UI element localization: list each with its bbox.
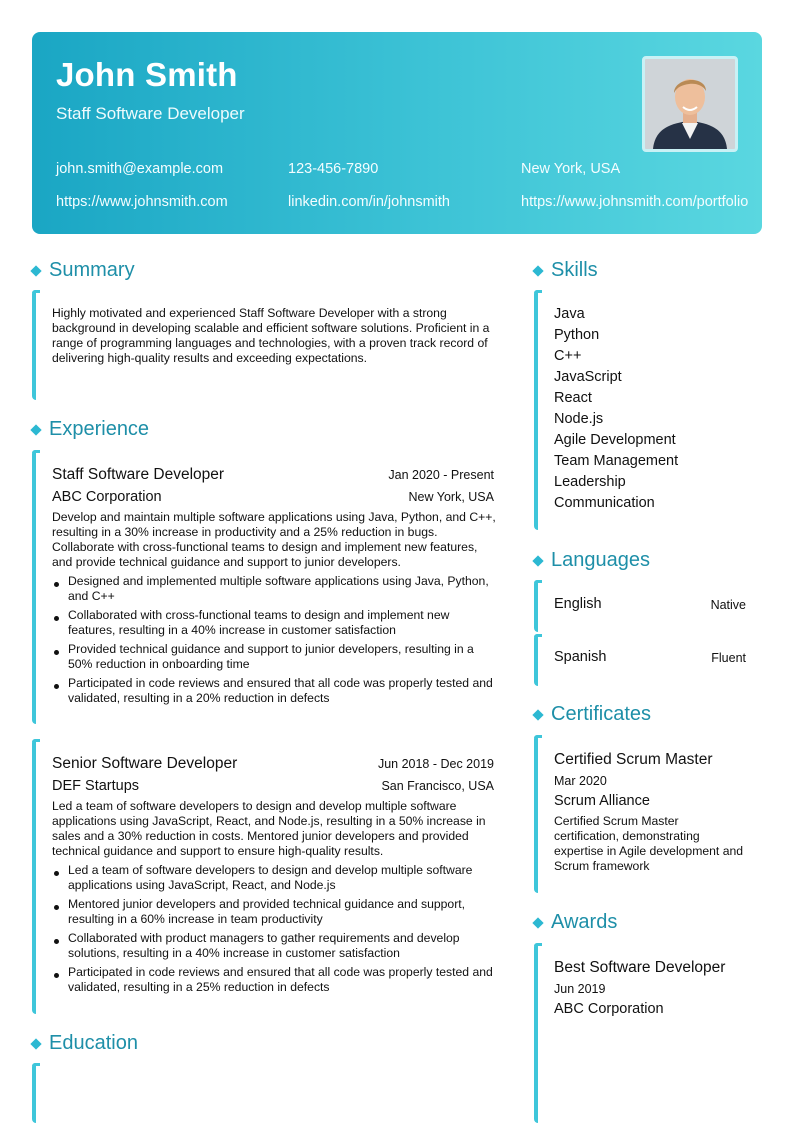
education-accent-bar	[32, 1063, 36, 1123]
experience-heading	[30, 418, 149, 441]
job-bullet: Provided technical guidance and support to junior developers, resulting in a 50% reduction in onboarding time	[52, 642, 496, 672]
award-accent-bar	[534, 943, 538, 1123]
contact-website[interactable]: https://www.johnsmith.com	[56, 194, 228, 210]
summary-text: Highly motivated and experienced Staff Software Developer with a strong background in developing scalable and efficient software solutions. Proficient in a range of programming languages and technologies, with a proven track record of delivering high-quality results and exceeding expectations.	[52, 306, 490, 365]
skill-item: Team Management	[554, 453, 679, 469]
job-description: Develop and maintain multiple software applications using Java, Python, and C++, resulting in a 30% increase in productivity and a 25% reduction in bugs. Collaborate with cross-functional teams to design and implement new features, and provide technical guidance and support to junior developers.	[52, 510, 496, 569]
job-bullets	[52, 574, 496, 710]
candidate-name: John Smith	[56, 56, 238, 93]
skill-item: Node.js	[554, 411, 604, 427]
certificates-heading	[532, 703, 651, 726]
diamond-bullet-icon	[532, 265, 543, 276]
certificate-name: Certified Scrum Master	[554, 751, 713, 768]
diamond-bullet-icon	[532, 555, 543, 566]
experience-heading-text: Experience	[49, 418, 150, 440]
job-dates: Jan 2020 - Present	[388, 468, 494, 482]
language-level: Native	[710, 598, 746, 612]
skill-item: JavaScript	[554, 369, 622, 385]
skills-heading	[532, 259, 598, 282]
contact-portfolio[interactable]: https://www.johnsmith.com/portfolio	[521, 194, 749, 210]
skill-item: React	[554, 390, 592, 406]
certificate-description: Certified Scrum Master certification, demonstrating expertise in Agile development and Scrum framework	[554, 814, 744, 873]
award-date: Jun 2019	[554, 982, 606, 996]
contact-linkedin[interactable]: linkedin.com/in/johnsmith	[288, 194, 450, 210]
profile-photo-image	[645, 59, 735, 149]
job-description: Led a team of software developers to design and develop multiple software applications using JavaScript, React, and Node.js, resulting in a 50% increase in sales and a 30% reduction in costs. Mentored junior developers and provided technical guidance and support to ensure high-quality results.	[52, 799, 486, 858]
language-accent-bar	[534, 580, 538, 632]
certificates-heading-text: Certificates	[551, 703, 652, 725]
certificate-date: Mar 2020	[554, 774, 607, 788]
award-name: Best Software Developer	[554, 959, 726, 976]
job-title: Staff Software Developer	[52, 466, 225, 483]
skill-item: Java	[554, 306, 585, 322]
job-dates: Jun 2018 - Dec 2019	[377, 757, 494, 771]
language-level: Fluent	[711, 651, 746, 665]
diamond-bullet-icon	[532, 917, 543, 928]
job-bullets	[52, 863, 496, 999]
contact-phone[interactable]: 123-456-7890	[288, 161, 379, 177]
profile-photo	[642, 56, 738, 152]
job-location: San Francisco, USA	[381, 779, 494, 793]
job-bullet: Designed and implemented multiple software applications using Java, Python, and C++	[52, 574, 496, 604]
diamond-bullet-icon	[30, 265, 41, 276]
job-bullet: Led a team of software developers to design and develop multiple software applications using JavaScript, React, and Node.js	[52, 863, 496, 893]
summary-heading	[30, 259, 135, 282]
job-bullet: Participated in code reviews and ensured that all code was properly tested and validated, resulting in a 25% reduction in defects	[52, 965, 496, 995]
certificate-issuer: Scrum Alliance	[554, 793, 650, 809]
skills-accent-bar	[534, 290, 538, 530]
education-heading	[30, 1032, 138, 1055]
skill-item: Python	[554, 327, 600, 343]
resume-header	[32, 32, 762, 234]
candidate-title: Staff Software Developer	[56, 104, 245, 123]
certificate-accent-bar	[534, 735, 538, 893]
job-accent-bar	[32, 739, 36, 1014]
awards-heading	[532, 911, 617, 934]
summary-heading-text: Summary	[49, 259, 135, 281]
skill-item: C++	[554, 348, 582, 364]
job-location: New York, USA	[408, 490, 494, 504]
job-bullet: Collaborated with product managers to gather requirements and develop solutions, resulting in a 40% increase in customer satisfaction	[52, 931, 496, 961]
contact-location: New York, USA	[521, 161, 621, 177]
languages-heading	[532, 549, 650, 572]
summary-accent-bar	[32, 290, 36, 400]
job-company: DEF Startups	[52, 778, 140, 794]
language-name: Spanish	[554, 649, 607, 665]
skill-item: Agile Development	[554, 432, 676, 448]
diamond-bullet-icon	[30, 424, 41, 435]
job-bullet: Collaborated with cross-functional teams to design and implement new features, resulting in a 40% increase in customer satisfaction	[52, 608, 496, 638]
diamond-bullet-icon	[30, 1038, 41, 1049]
job-bullet: Participated in code reviews and ensured that all code was properly tested and validated, resulting in a 20% reduction in defects	[52, 676, 496, 706]
skill-item: Leadership	[554, 474, 626, 490]
language-name: English	[554, 596, 602, 612]
education-heading-text: Education	[49, 1032, 138, 1054]
languages-heading-text: Languages	[551, 549, 650, 571]
job-bullet: Mentored junior developers and provided technical guidance and support, resulting in a 60% increase in team productivity	[52, 897, 496, 927]
award-issuer: ABC Corporation	[554, 1001, 664, 1017]
job-company: ABC Corporation	[52, 489, 162, 505]
job-accent-bar	[32, 450, 36, 724]
awards-heading-text: Awards	[551, 911, 618, 933]
skills-heading-text: Skills	[551, 259, 598, 281]
language-accent-bar	[534, 634, 538, 686]
job-title: Senior Software Developer	[52, 755, 238, 772]
diamond-bullet-icon	[532, 709, 543, 720]
contact-email[interactable]: john.smith@example.com	[56, 161, 224, 177]
skill-item: Communication	[554, 495, 655, 511]
